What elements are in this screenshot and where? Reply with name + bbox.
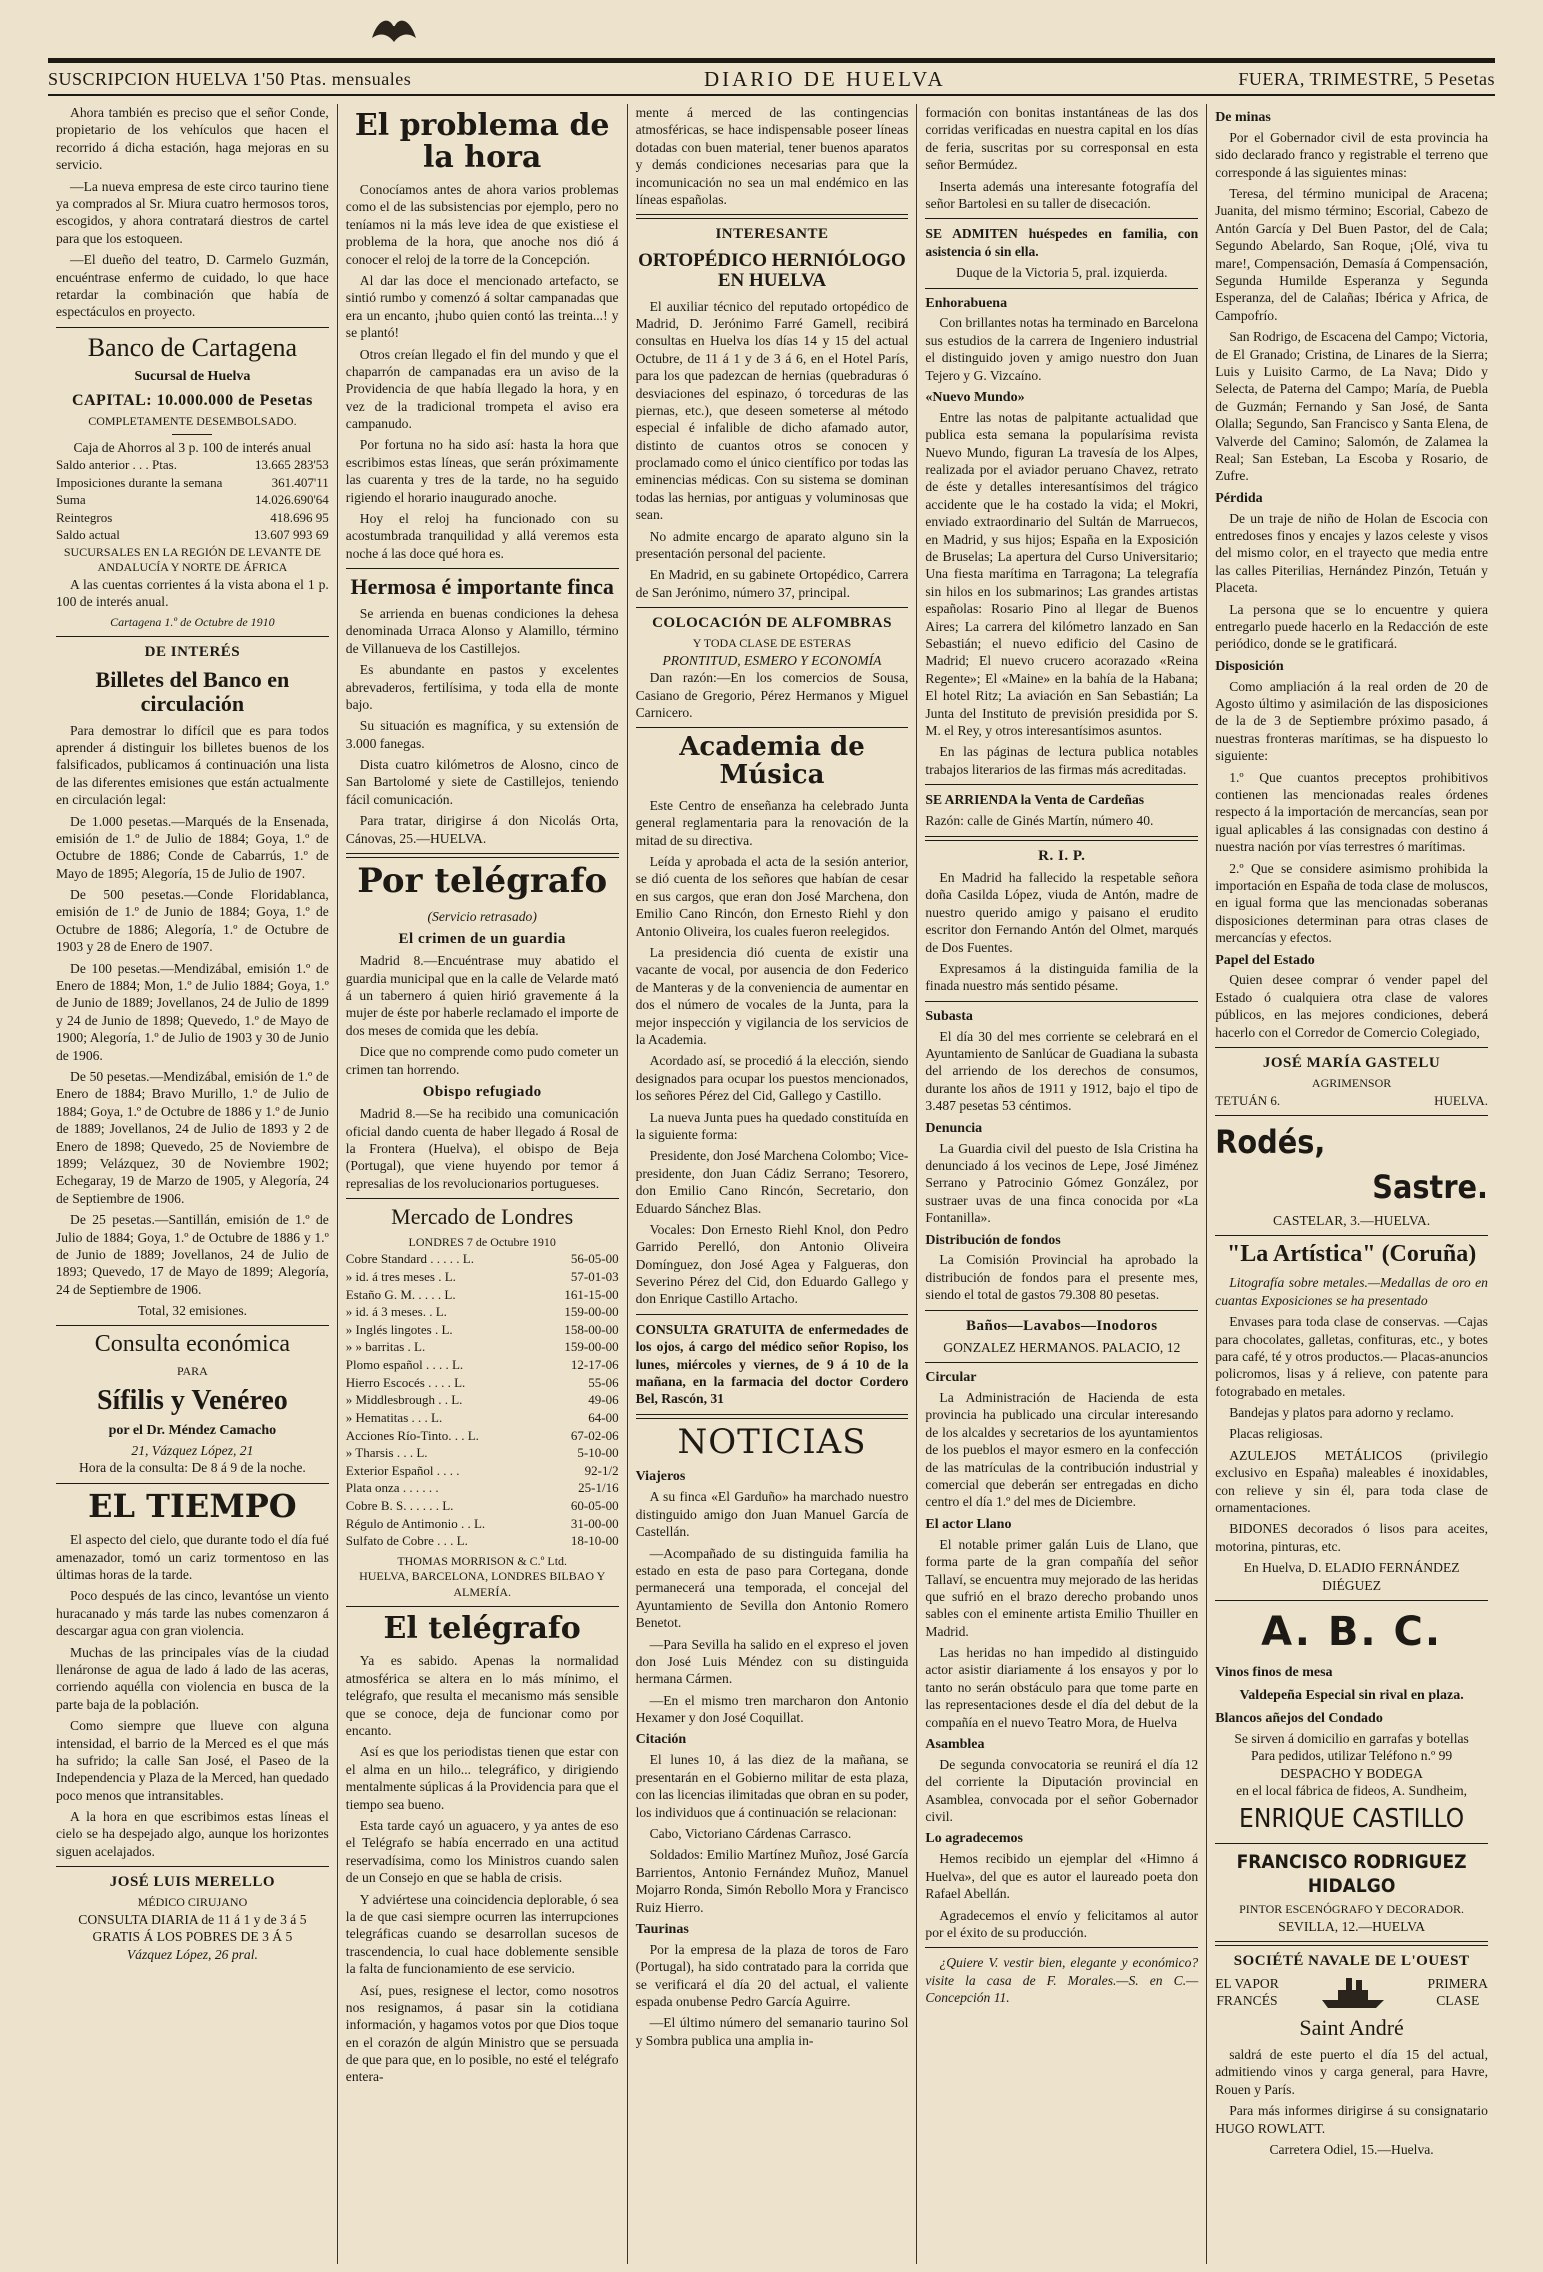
paragraph: Por la empresa de la plaza de toros de Faro (Portugal), ha sido contratado para la corrida que se verificará el día 20 del actual, el valiente espada onubense Pedro García Aguirre. [635,1941,909,2009]
column-4 [917,104,1207,2264]
mercado-item: » Inglés lingotes . L. [345,1321,453,1337]
section-label: DE INTERÉS [144,643,241,660]
noticias-title: NOTICIAS [677,1421,867,1462]
mercado-row [346,1498,619,1515]
paragraph: Así es que los periodistas tienen que estar con el alma en un hilo... telegráfico, y dirigiendo mentalmente súplicas á la Providencia para que el tiempo sea bueno. [345,1744,619,1812]
paragraph: Así, pues, resignese el lector, como nosotros nos resignamos, á pasar sin la cotidiana información, y hagamos votos por que Dios toque en el corazón de algún Ministro que se persuada de que para que, en lo posible, no esté el telégrafo entera- [345,1982,619,2085]
paragraph: Litografía sobre metales.—Medallas de oro en cuantas Exposiciones se ha presentado [1215,1275,1488,1308]
divider [56,1483,329,1484]
consulta-ad-address: 21, Vázquez López, 21 [131,1442,254,1458]
navale-ad-left: EL VAPOR FRANCÉS [1215,1975,1279,2009]
mercado-row [346,1480,619,1497]
paragraph: Para tratar, dirigirse á don Nicolás Orta, Cánovas, 25.—HUELVA. [345,813,619,846]
column-3 [628,104,918,2264]
rodes-ad-name: Rodés, [1215,1123,1326,1162]
mercado-price: 18-10-00 [570,1533,619,1549]
paragraph: La Guardia civil del puesto de Isla Cristina ha denunciado á los vecinos de Lepe, José Jiménez Serrano y Patrocinio Gómez González, por sustraer uvas de una finca conocida por «La Fontanilla». [925,1140,1199,1226]
column-2 [338,104,628,2264]
paragraph: Conocíamos antes de ahora varios problemas como el de las subsistencias por ejemplo, pero no teníamos ni la más leve idea de que existiese el problema de la hora, que anoche nos dió á conocer el reloj de la torre de la Concepción. [345,182,619,267]
ledger-row: Reintegros 418.696 95 [56,509,329,525]
column-5 [1207,104,1496,2264]
paragraph: —El último número del semanario taurino Sol y Sombra publica una amplia in- [635,2015,909,2048]
mercado-price: 67-02-06 [570,1427,619,1443]
mercado-row [346,1410,619,1427]
bank-ad-savings: Caja de Ahorros al 3 p. 100 de interés anual [73,439,312,455]
bank-ad-paid: COMPLETAMENTE DESEMBOLSADO. [88,414,297,429]
paragraph: Acordado así, se procedió á la elección, siendo designados para ocupar los puestos mencionados, los señores Pérez del Cid, Gallego y Castillo. [635,1053,909,1104]
bank-ad-title: Banco de Cartagena [87,332,298,362]
merello-ad-line: CONSULTA DIARIA de 11 á 1 y de 3 á 5 [78,1911,307,1927]
consulta-ad-para: PARA [176,1364,208,1379]
divider [636,214,909,219]
divider [56,636,329,637]
mercado-item: Cobre B. S. . . . . . L. [345,1498,454,1514]
paragraph: Quien desee comprar ó vender papel del Estado ó cualquiera otra clase de valores públicos, en las mejores condiciones, deberá hacerlo con el Corredor de Comercio Colegiado, [1215,972,1488,1040]
divider [346,1198,619,1199]
arrienda-ad: SE ARRIENDA la Venta de Cardeñas [925,792,1145,808]
mercado-price: 158-00-00 [564,1321,619,1337]
mercado-row [346,1533,619,1550]
mercado-price: 49-06 [588,1392,619,1408]
paragraph: Inserta además una interesante fotografía del señor Bartolesi en su taller de disecación. [925,178,1199,211]
mercado-price: 55-06 [588,1374,619,1390]
mercado-table [346,1251,619,1550]
rip-title: R. I. P. [1038,847,1086,864]
mercado-item: » Hematitas . . . L. [345,1409,443,1425]
paragraph: El auxiliar técnico del reputado ortopédico de Madrid, D. Jerónimo Farré Gamell, recibirá consultas en Huelva los días 14 y 15 del actual Octubre, de 11 á 1 y de 3 á 6, en el Hotel París, para los que padezcan de hernias (quebraduras ó desviaciones del espinazo, ó torceduras de las piernas, etc.), que deseen someterse al método especial é infalible de dicho afamado autor, distinto de cuantos otros se conocen y proclamado como el único científico por todas las eminencias médicas. Con su sistema se dominan todas las hernias, por antiguas y voluminosas que sean. [635,298,909,523]
paragraph: De 100 pesetas.—Mendizábal, emisión 1.º de Enero de 1884; Mon, 1.º de Julio 1884; Goya, 1.º de Junio de 1889; Jovellanos, 24 de Julio de 1899 y 24 de Junio de 1898; Quevedo, 1.º de Mayo de 1900; Alegoría, 1.º de Julio de 1903 y 30 de Junio de 1906. [56,960,329,1063]
castillo-ad-name: ENRIQUE CASTILLO [1239,1804,1465,1835]
problema-title: El problema de la hora [354,108,610,175]
paragraph: La Administración de Hacienda de esta provincia ha publicado una circular interesando de los alcaldes y secretarios de los ayuntamientos de los pueblos el mayor esmero en la confección de las matrículas de la contribución industrial y comercial que deberán ser entregadas en dicho centro el día 1.º del mes de Diciembre. [925,1390,1199,1510]
paragraph: Para más informes dirigirse á su consignatario HUGO ROWLATT. [1215,2103,1488,2136]
papel-title: Papel del Estado [1215,952,1315,968]
mercado-item: Plata onza . . . . . . [345,1480,439,1496]
paragraph: La nueva Junta pues ha quedado constituída en la siguiente forma: [635,1109,909,1142]
abc-ad-line: Se sirven á domicilio en garrafas y botellas [1234,1730,1469,1746]
paragraph: Hemos recibido un ejemplar del «Himno á Huelva», del que es autor el laureado poeta don Rafael Abellán. [925,1851,1199,1902]
masthead-rule-top [48,58,1495,63]
mercado-title: Mercado de Londres [391,1204,574,1230]
fondos-title: Distribución de fondos [925,1232,1061,1248]
divider [346,1606,619,1607]
paragraph: Por el Gobernador civil de esta provincia ha sido declarado franco y registrable el terreno que corresponde á las siguientes minas: [1215,129,1488,180]
telegrafo-subtitle: (Servicio retrasado) [427,908,537,924]
ledger-row: Imposiciones durante la semana 361.407'11 [56,474,329,490]
subasta-title: Subasta [925,1008,973,1024]
mercado-row [346,1251,619,1268]
minas-title: De minas [1215,110,1271,125]
mercado-price: 31-00-00 [570,1515,619,1531]
paragraph: Este Centro de enseñanza ha celebrado Junta general reglamentaria para la renovación de la mitad de su directiva. [635,797,909,848]
mercado-row [346,1375,619,1392]
paragraph: Su situación es magnífica, y su extensión de 3.000 fanegas. [345,718,619,751]
mercado-row [346,1463,619,1480]
masthead [48,66,1495,92]
paragraph: 1.º Que cuantos preceptos prohibitivos contienen las mencionadas reales órdenes respecto á la importación de mercancías, sean por igual aplicables á las consignadas con destino á nuestra nación por vías terrestres ó marítimas. [1215,769,1488,855]
abc-ad-line: Para pedidos, utilizar Teléfono n.º 99 [1250,1748,1453,1764]
gastelu-ad-name: JOSÉ MARÍA GASTELU [1262,1054,1441,1071]
paragraph: El notable primer galán Luis de Llano, que forma parte de la gran compañía del señor Tallaví, se encuentra muy mejorado de las heridas que sufrió en el brazo derecho probando unos sables con el eminente artista Emilio Thuiller en Madrid. [925,1536,1199,1639]
paragraph: En Madrid ha fallecido la respetable señora doña Casilda López, viuda de Antón, madre de nuestro querido amigo y paisano el erudito escritor don Fernando Antón del Olmet, marqués de Dos Fuentes. [925,870,1199,955]
mercado-price: 159-00-00 [564,1339,619,1355]
paragraph: El lunes 10, á las diez de la mañana, se presentarán en el Gobierno militar de esta plaza, con las licencias ilimitadas que obran en su poder, los individuos que á continuación se relacionan: [635,1752,909,1820]
mercado-row [346,1269,619,1286]
taurinas-title: Taurinas [635,1921,689,1937]
bank-ad-branch: Sucursal de Huelva [134,368,251,384]
nuevo-mundo-title: «Nuevo Mundo» [925,389,1025,405]
merello-ad-title: MÉDICO CIRUJANO [137,1895,248,1910]
artistica-ad-agent: En Huelva, D. ELADIO FERNÁNDEZ DIÉGUEZ [1243,1560,1460,1593]
alfombras-ad-title: COLOCACIÓN DE ALFOMBRAS [652,615,892,632]
paragraph: Como ampliación á la real orden de 20 de Agosto último y asimilación de las disposiciones de la de 3 de Septiembre próximo pasado, á nuestras fronteras marítimas, se ha dispuesto lo siguiente: [1215,678,1488,764]
admiten-ad: SE ADMITEN huéspedes en familia, con asistencia ó sin ella. [925,226,1199,259]
paragraph: Bandejas y platos para adorno y reclamo. [1229,1405,1454,1421]
masthead-subscription-local: SUSCRIPCION HUELVA 1'50 Ptas. mensuales [48,68,412,89]
divider [1215,1047,1488,1048]
paragraph: San Rodrigo, de Escacena del Campo; Victoria, de El Granado; Cristina, de Linares de la Sierra; Luis y Luisito Carmo, de La Nava; Dido y Selecta, de Paterna del Campo; María, de Puebla de Guzmán; Fernando y San José, de Santa Olalla; Segundo, San Francisco y Santa Elena, de Valverde del Camino; Salomón, de Zalamea la Real; San Esteban, La Escoba y Rosario, de Zufre. [1215,329,1488,484]
masthead-subscription-outside: FUERA, TRIMESTRE, 5 Pesetas [1238,68,1495,89]
crimen-title: El crimen de un guardia [398,931,566,948]
consulta-ad-doctor: por el Dr. Méndez Camacho [108,1422,277,1438]
denuncia-title: Denuncia [925,1120,983,1136]
masthead-title: DIARIO DE HUELVA [703,66,946,91]
ledger-row: Saldo actual 13.607 993 69 [56,527,329,543]
paragraph: De segunda convocatoria se reunirá el día 12 del corriente la Diputación provincial en Asamblea, convocada por el señor Gobernador civil. [925,1756,1199,1825]
mercado-item: » id. á tres meses . L. [345,1268,456,1284]
paragraph: saldrá de este puerto el día 15 del actual, admitiendo vinos y carga general, para Havre, Rouen y París. [1215,2047,1488,2097]
banos-ad-title: Baños—Lavabos—Inodoros [965,1317,1158,1334]
paragraph: Para demostrar lo difícil que es para todos aprender á distinguir los billetes buenos de los falsificados, publicamos á continuación una lista de las diferentes emisiones que están actualmente en circulación legal: [56,722,329,808]
divider [1215,1115,1488,1116]
paragraph: Presidente, don José Marchena Colombo; Vice-presidente, don Juan Cádiz Serrano; Tesorero, don Emilio Cano Rincón, Secretario, don Eduardo Sánchez Blas. [635,1148,909,1216]
obispo-title: Obispo refugiado [422,1084,542,1101]
paragraph: Otros creían llegado el fin del mundo y que el chaparrón de campanadas era un aviso de la Providencia de que había llegado la hora, y en vez de la tradicional trompeta el aviso era campanudo. [345,346,619,432]
ledger-row: Suma 14.026.690'64 [56,492,329,508]
consulta-ad-hours: Hora de la consulta: De 8 á 9 de la noche. [78,1460,306,1476]
divider [1215,1235,1488,1236]
divider [346,568,619,569]
paragraph: Muchas de las principales vías de la ciudad llenáronse de agua de lado á lado de las aceras, corriendo aquélla con violencia en busca de la parte baja de la población. [56,1644,329,1712]
divider [925,1310,1198,1311]
abc-ad-title: A. B. C. [1261,1609,1443,1655]
citacion-title: Citación [635,1732,687,1748]
divider [346,853,619,858]
rodes-ad-trade: Sastre. [1372,1168,1488,1207]
divider [56,1866,329,1867]
paragraph: El aspecto del cielo, que durante todo el día fué amenazador, tomó un cariz tormentoso en las últimas horas de la tarde. [56,1532,329,1583]
paragraph: Se arrienda en buenas condiciones la dehesa denominada Urraca Alonso y Alamillo, término de Villanueva de los Castillejos. [345,605,619,656]
paragraph: De un traje de niño de Holan de Escocia con entredoses finos y encajes y lazos celeste y visos del mismo color, en el trayecto que media entre las calles Piterilias, Hernández Pinzón, Tetuán y Placeta. [1215,510,1488,596]
paragraph: Ahora también es preciso que el señor Conde, propietario de los vehículos que hacen el recorrido á dicha estación, haga mejoras en su servicio. [56,105,329,173]
divider [925,836,1198,841]
hidalgo-ad-title: PINTOR ESCENÓGRAFO Y DECORADOR. [1239,1902,1465,1917]
divider [925,784,1198,785]
consulta-gratuita: CONSULTA GRATUITA de enfermedades de los ojos, á cargo del médico señor Ropiso, los lunes, miércoles y viernes, de 9 á 10 de la mañana, en la farmacia del doctor Cordero Bel, Rascón, 31 [635,1321,909,1407]
divider [1215,1941,1488,1946]
masthead-emblem [364,8,424,56]
paragraph: A las cuentas corrientes á la vista abona el 1 p. 100 de interés anual. [56,576,329,610]
navale-ad-right: PRIMERA CLASE [1427,1975,1488,2009]
gastelu-ad-city: HUELVA. [1434,1092,1488,1108]
divider [1215,1843,1488,1844]
divider [636,607,909,608]
abc-ad-line: en el local fábrica de fideos, A. Sundheim, [1236,1783,1468,1799]
masthead-rule-bottom [48,94,1495,96]
paragraph: Dan razón:—En los comercios de Sousa, Casiano de Gregorio, Pérez Hermanos y Miguel Carnicero. [635,670,909,720]
mercado-item: Acciones Río-Tinto. . . L. [345,1427,479,1443]
mercado-cities: HUELVA, BARCELONA, LONDRES BILBAO Y ALMERÍA. [359,1569,606,1599]
paragraph: La persona que se lo encuentre y quiera entregarlo puede hacerlo en la Redacción de este periódico, donde se le gratificará. [1215,601,1488,652]
mercado-item: Hierro Escocés . . . . L. [345,1374,466,1390]
mercado-price: 57-01-03 [570,1268,619,1284]
paragraph: —En el mismo tren marcharon don Antonio Hexamer y don José Coquillat. [635,1692,909,1726]
mercado-row [346,1339,619,1356]
perdida-title: Pérdida [1215,490,1263,506]
admiten-ad-address: Duque de la Victoria 5, pral. izquierda. [956,265,1168,281]
columns [48,104,1496,2264]
mercado-item: Cobre Standard . . . . . L. [345,1251,474,1267]
enhorabuena-title: Enhorabuena [925,295,1008,311]
paragraph: formación con bonitas instantáneas de las dos corridas verificadas en nuestra capital en los días de feria, suscritas por su corresponsal en esta señor Bermúdez. [925,105,1199,173]
mercado-item: Estaño G. M. . . . . L. [345,1286,456,1302]
mercado-price: 5-10-00 [577,1445,619,1461]
hidalgo-ad-address: SEVILLA, 12.—HUELVA [1278,1918,1426,1934]
paragraph: De 500 pesetas.—Conde Floridablanca, emisión de 1.º de Junio de 1884; Goya, 1.º de Octubre de 1886; Alegoría, 1.º de Octubre de 1903 y 28 de Enero de 1907. [56,887,329,955]
paragraph: Teresa, del término municipal de Aracena; Juanita, del mismo término; Escorial, Cabezo de Antón García y Del Buen Pastor, del de Cala; Segundo Abelardo, San Roque, ¡Olé, viva tu mare!, Compensación, Demasía á Compensación, Segunda Humilde Esperanza y Segunda Esperanza, del de Calañas; Ibérica y Africa, de Campofrío. [1215,186,1488,323]
el-telegrafo-title: El telégrafo [383,1610,581,1646]
mercado-price: 60-05-00 [570,1498,619,1514]
paragraph: Esta tarde cayó un aguacero, y ya antes de eso el Telégrafo se había encerrado en una actitud reservadísima, como los Ministros cuando salen de un Consejo en que se habla de crisis. [345,1818,619,1886]
divider [636,1314,909,1315]
divider [636,727,909,728]
mercado-item: » Middlesbrough . . L. [345,1392,463,1408]
asamblea-title: Asamblea [925,1737,985,1753]
paragraph: Entre las notas de palpitante actualidad que publica esta semana la popularísima revista Nuevo Mundo, figuran La travesía de los Alpes, realizada por el aviador peruano Chavez, retrato de éste y detalles interesantísimos del trágico accidente que le ha costado la vida; el Mokri, enviado extraordinario del Sultán de Marruecos, en Madrid, y sus hijos; España en la Exposición de Bruselas; La apertura del Curso Universitario; Una fiesta marítima en Tarragona; La telegrafía sin hilos en los submarinos; Las grandes artistas españolas: Rosario Pino al llegar de Buenos Aires; La carrera del kilómetro lanzado en San Sebastián; el nuevo edificio del Casino de Madrid; El nuevo crucero acorazado «Reina Regente»; El «Maine» en la bahía de la Habana; El hotel Ritz; La aviación en San Sebastián; La Junta del Instituto de previsión presidida por S. M. el Rey, y otros interesantísimos asuntos. [925,409,1199,738]
alfombras-ad-motto: PRONTITUD, ESMERO Y ECONOMÍA [662,652,882,668]
mercado-item: Plomo español . . . . L. [345,1357,464,1373]
mercado-item: Régulo de Antimonio . . L. [345,1515,486,1531]
divider [636,1414,909,1419]
paragraph: Las heridas no han impedido al distinguido actor asistir diariamente á los ensayos y por lo tanto no serán obstáculo para que tome parte en las representaciones desde el día del debut de la compañía en el nuevo Teatro Mora, de Huelva [925,1645,1199,1730]
abc-ad-line: Valdepeña Especial sin rival en plaza. [1239,1688,1464,1704]
paragraph: Madrid 8.—Encuéntrase muy abatido el guardia municipal que en la calle de Velarde mató á un tabernero á quien hirió gravemente á la mujer de éste por haberle reclamado el importe de dos meses de comida que les debía. [345,953,619,1038]
gastelu-ad-street: TETUÁN 6. [1215,1092,1281,1108]
paragraph: mente á merced de las contingencias atmosféricas, se hace indispensable poseer líneas dotadas con buen material, tener buenos aparatos y demás condiciones necesarias para que la incomunicación no sea un mal endémico en las líneas españolas. [635,105,909,207]
navale-ad-title: SOCIÉTÉ NAVALE DE L'OUEST [1233,1953,1470,1970]
divider [925,218,1198,219]
abc-ad-line: Vinos finos de mesa [1215,1665,1333,1681]
column-1 [48,104,338,2264]
merello-ad-name: JOSÉ LUIS MERELLO [109,1874,275,1891]
navale-ad-header [1215,1974,1488,2010]
paragraph: Al dar las doce el mencionado artefacto, se sintió rumbo y comenzó á soltar campanadas que era un encanto, ¡hubo quien contó las treinta...! y se plantó! [345,272,619,341]
paragraph: Leída y aprobada el acta de la sesión anterior, se dió cuenta de los señores que habían de cesar en sus cargos, que eran don José Marchena, don Emilio Cano Rincón, don Ernesto Riehl y don Antonio Oliveira, los cuales fueron reelegidos. [635,854,909,939]
mercado-item: » » barritas . L. [345,1339,426,1355]
paragraph: —Para Sevilla ha salido en el expreso el joven don José Luis Méndez con su distinguida hermana Cármen. [635,1636,909,1687]
mercado-firm: THOMAS MORRISON & C.º Ltd. [397,1553,568,1568]
mercado-price: 56-05-00 [570,1251,619,1267]
mercado-price: 12-17-06 [570,1357,619,1373]
mercado-price: 64-00 [588,1409,619,1425]
paragraph: Placas religiosas. [1229,1426,1323,1442]
paragraph: Vocales: Don Ernesto Riehl Knol, don Pedro Garrido Perelló, don Antonio Oliveira Domínguez, don José Agea y Falgueras, don Severino Pérez del Cid, don Eduardo Gallego y don Enrique Castillo Artacho. [635,1221,909,1307]
mercado-item: » Tharsis . . . L. [345,1445,428,1461]
paragraph: La presidencia dió cuenta de existir una vacante de vocal, por ausencia de don Federico de Manteras y de la conveniencia de aumentar en dos el número de vocales de la Junta, para la mejor inspección y vigilancia de los servicios de la Academia. [635,945,909,1047]
mercado-row [346,1445,619,1462]
paragraph: BIDONES decorados ó lisos para aceites, motorina, pinturas, etc. [1215,1521,1488,1554]
paragraph: A su finca «El Garduño» ha marchado nuestro distinguido amigo don Juan Manuel García de Castellán. [635,1489,909,1540]
paragraph: La Comisión Provincial ha aprobado la distribución de fondos para el presente mes, siendo el total de gastos 79.308 80 pesetas. [925,1252,1199,1303]
divider [56,1325,329,1326]
mercado-row [346,1304,619,1321]
paragraph: —El dueño del teatro, D. Carmelo Guzmán, encuéntrase enfermo de cuidado, lo que hace retardar la combinación que había de espectáculos en proyecto. [56,252,329,320]
viajeros-title: Viajeros [635,1469,686,1485]
merello-ad-address: Vázquez López, 26 pral. [126,1946,258,1962]
finca-ad-title: Hermosa é importante finca [350,574,614,600]
consulta-ad-title: Consulta económica [94,1331,291,1358]
circular-title: Circular [925,1370,977,1386]
paragraph: 2.º Que se considere asimismo prohibida la importación en España de toda clase de moluscos, en igual forma que las mencionadas soberanas disposiciones determinan para otras clases de mercancías y efectos. [1215,860,1488,946]
navale-ad-ship: Saint André [1299,2015,1404,2041]
divider [925,1947,1198,1948]
morales-ad: ¿Quiere V. vestir bien, elegante y económico? visite la casa de F. Morales.—S. en C.—Concepción 11. [925,1955,1199,2006]
mercado-row [346,1287,619,1304]
paragraph: El día 30 del mes corriente se celebrará en el Ayuntamiento de Sanlúcar de Guadiana la subasta del arriendo de los derechos de consumos, durante los años de 1911 y 1912, bajo el tipo de 3.487 pesetas 53 céntimos. [925,1028,1199,1114]
divider [172,434,212,435]
mercado-item: Sulfato de Cobre . . . L. [345,1533,468,1549]
mercado-date: LONDRES 7 de Octubre 1910 [408,1234,556,1249]
mercado-row [346,1357,619,1374]
divider [925,1362,1198,1363]
paragraph: Agradecemos el envío y felicitamos al autor por el éxito de su producción. [925,1907,1199,1940]
divider [1215,1600,1488,1601]
hidalgo-ad-name: FRANCISCO RODRIGUEZ HIDALGO [1236,1850,1467,1898]
artistica-ad-title: "La Artística" (Coruña) [1226,1241,1477,1268]
mercado-row [346,1392,619,1409]
paragraph: En Madrid, en su gabinete Ortopédico, Carrera de San Jerónimo, número 37, principal. [635,567,909,600]
steamship-icon [1318,1974,1388,2010]
alfombras-ad-subtitle: Y TODA CLASE DE ESTERAS [692,636,852,651]
bank-ad-capital: CAPITAL: 10.000.000 de Pesetas [71,391,313,409]
telegrafo-title: Por telégrafo [357,861,608,902]
paragraph: No admite encargo de aparato alguno sin la presentación personal del paciente. [635,528,909,562]
divider [56,327,329,328]
paragraph: Soldados: Emilio Martínez Muñoz, José García Barrientos, Antonio Fernández Muñoz, Manuel Mojarro Ronda, Simón Rebollo Mora y Francisco Ruiz Hierro. [635,1847,909,1915]
paragraph: Como siempre que llueve con alguna intensidad, el barrio de la Merced es el que más ha sufrido; la calle San José, el Paseo de la Independencia y Plaza de la Merced, han quedado poco menos que intransitables. [56,1718,329,1803]
bank-ad-branches: SUCURSALES EN LA REGIÓN DE LEVANTE DE ANDALUCÍA Y NORTE DE ÁFRICA [63,545,321,575]
rodes-ad-address: CASTELAR, 3.—HUELVA. [1273,1213,1431,1229]
divider [925,1001,1198,1002]
section-label: INTERESANTE [715,226,829,243]
abc-ad-line: Blancos añejos del Condado [1215,1711,1383,1726]
bank-ad-date: Cartagena 1.º de Octubre de 1910 [110,614,275,629]
mercado-price: 92-1/2 [584,1462,619,1478]
paragraph: —Acompañado de su distinguida familia ha estado en esta de paso para Cortegana, donde permanecerá una temporada, el concejal del Ayuntamiento de Sevilla don Antonio Romero Benetot. [635,1545,909,1631]
mercado-price: 159-00-00 [564,1304,619,1320]
tiempo-title: EL TIEMPO [88,1486,297,1525]
paragraph: Envases para toda clase de conservas. —Cajas para chocolates, galletas, confituras, etc., y botes para café, té y otros productos.— Placas-anuncios policromos, lisas y á relieve, con patente para fotograbado en metales. [1215,1314,1488,1399]
mercado-row [346,1322,619,1339]
billetes-title: Billetes del Banco en circulación [95,667,290,716]
paragraph: Expresamos á la distinguida familia de la finada nuestro más sentido pésame. [925,961,1199,994]
mercado-price: 25-1/16 [578,1480,619,1496]
llano-title: El actor Llano [925,1516,1012,1532]
paragraph: De 25 pesetas.—Santillán, emisión de 1.º de Julio de 1884; Goya, 1.º de Octubre de 1886 y 1.º de Junio de 1889; Jovellanos, 24 de Julio de 1893; Quevedo, 17 de Mayo de 1899; Alegoría, 24 de Septiembre de 1906. [56,1212,329,1297]
paragraph: Por fortuna no ha sido así: hasta la hora que escribimos estas líneas, que serán próximamente las cuarenta y tres de la tarde, no ha seguido rigiendo el horario inaugurado anoche. [345,437,619,505]
gastelu-ad-address [1215,1093,1488,1110]
ortopedico-title: ORTOPÉDICO HERNIÓLOGO EN HUELVA [638,249,906,292]
paragraph: Razón: calle de Ginés Martín, número 40. [925,813,1154,829]
paragraph: Hoy el reloj ha funcionado con su acostumbrada tranquilidad y allá veremos esta noche á las doce qué hora es. [345,511,619,561]
mercado-item: » id. á 3 meses. . L. [345,1304,447,1320]
paragraph: En las páginas de lectura publica notables trabajos literarios de las firmas más acreditadas. [925,744,1199,777]
ledger-row: Saldo anterior . . . Ptas. 13.665 283'53 [56,456,329,472]
navale-ad-address: Carretera Odiel, 15.—Huelva. [1269,2142,1434,2157]
paragraph: Es abundante en pastos y excelentes abrevaderos, fertilísima, y toda ella de monte bajo. [345,662,619,712]
agradecemos-title: Lo agradecemos [925,1831,1023,1847]
paragraph: Con brillantes notas ha terminado en Barcelona sus estudios de la carrera de Ingeniero industrial el distinguido joven y amigo nuestro don Juan Tejero y G. Vizcaíno. [925,315,1199,383]
mercado-row [346,1516,619,1533]
paragraph: Cabo, Victoriano Cárdenas Carrasco. [649,1825,852,1841]
paragraph: Poco después de las cinco, levantóse un viento huracanado y más tarde las nubes comenzaron á descargar agua con gran violencia. [56,1588,329,1639]
billetes-total: Total, 32 emisiones. [137,1303,248,1319]
paragraph: Madrid 8.—Se ha recibido una comunicación oficial dando cuenta de haber llegado á Rosal de la Frontera (Huelva), el obispo de Beja (Portugal), que viene huyendo por temor á represalias de los revolucionarios portugueses. [345,1106,619,1191]
academia-title: Academia de Música [679,732,865,790]
paragraph: De 1.000 pesetas.—Marqués de la Ensenada, emisión de 1.º de Julio de 1884; Goya, 1.º de Octubre de 1886; Conde de Cabarrús, 1.º de Mayo de 1895; Alegoría, 15 de Julio de 1907. [56,813,329,881]
paragraph: —La nueva empresa de este circo taurino tiene ya comprados al Sr. Miura cuatro hermosos toros, escogidos, y ahora contratará diestros de cartel para que los estoqueen. [56,178,329,246]
paragraph: Y adviértese una coincidencia deplorable, ó sea la de que casi siempre ocurren las interrupciones telegráficas cuando se desarrollan sucesos de trascendencia, lo cual hace doblemente sensible la falta de funcionamiento de ese servicio. [345,1891,619,1977]
paragraph: AZULEJOS METÁLICOS (privilegio exclusivo en España) maleables é inoxidables, con relieve y sin él, para toda clase de ornamentaciones. [1215,1447,1488,1516]
mercado-item: Exterior Español . . . . [345,1462,460,1478]
banos-ad-firm: GONZALEZ HERMANOS. PALACIO, 12 [943,1339,1181,1355]
paragraph: Ya es sabido. Apenas la normalidad atmosférica se altera en lo más mínimo, el telégrafo, que resulta el mecanismo más sensible que se conoce, deja de funcionar como por encanto. [345,1653,619,1739]
paragraph: A la hora en que escribimos estas líneas el cielo se ha despejado algo, aunque los horizontes siguen acelajados. [56,1809,329,1859]
paragraph: De 50 pesetas.—Mendizábal, emisión de 1.º de Enero de 1884; Bravo Murillo, 1.º de Julio de 1884; Goya, 1.º de Octubre de 1886 y 1.º de Junio de 1889; Jovellanos, 24 de Julio de 1893 y 2 de Enero de 1898; Quevedo, 25 de Noviembre de 1899; Velázquez, 30 de Noviembre 1902; Echegaray, 19 de Marzo de 1905, y Alegoría, 24 de Septiembre de 1906. [56,1068,329,1206]
abc-ad-line: DESPACHO Y BODEGA [1280,1765,1423,1781]
paragraph: Dice que no comprende como pudo cometer un crimen tan horrendo. [345,1044,619,1077]
disposicion-title: Disposición [1215,658,1284,674]
paragraph: Dista cuatro kilómetros de Alosno, cinco de San Bartolomé y siete de Castillejos, teniendo fácil comunicación. [345,757,619,807]
mercado-price: 161-15-00 [564,1286,619,1302]
gastelu-ad-title: AGRIMENSOR [1311,1076,1392,1091]
mercado-row [346,1428,619,1445]
bank-ledger [56,457,329,544]
merello-ad-line: GRATIS Á LOS POBRES DE 3 Á 5 [92,1929,293,1945]
consulta-ad-subject: Sífilis y Venéreo [96,1384,288,1416]
divider [925,288,1198,289]
